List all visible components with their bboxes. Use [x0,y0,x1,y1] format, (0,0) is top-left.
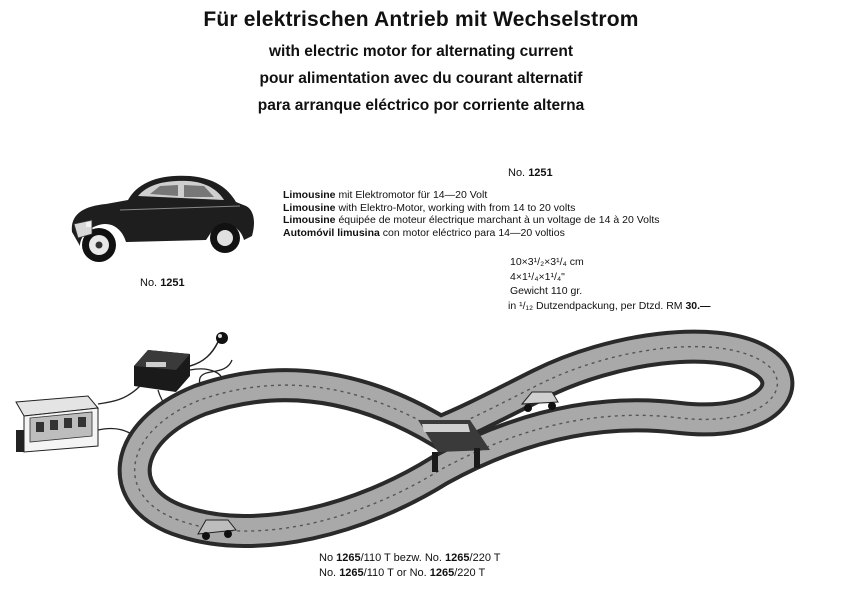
product-number: 1265 [339,567,364,579]
separator: or [396,567,407,579]
order-row-english [319,566,501,581]
price: 30.— [685,299,711,312]
separator: bezw. [393,552,422,564]
variant-suffix: /220 T [469,552,501,564]
product-descriptions [283,189,660,239]
product-number: 1265 [336,552,361,564]
description-en [283,202,660,215]
description-text: équipée de moteur électrique marchant à un voltage de 14 à 20 Volts [338,214,660,227]
description-text: con motor eléctrico para 14—20 voltios [382,226,565,239]
description-lead: Automóvil limusina [283,226,380,239]
product-number-label [508,167,553,179]
description-es [283,227,660,240]
description-text: with Elektro-Motor, working with from 14 to 20 volts [338,201,576,214]
product-number: 1251 [160,277,185,289]
spec-size-cm: 10×3¹/₂×3¹/₄ cm [510,256,584,268]
title-french: pour alimentation avec du courant alternatif [259,70,583,87]
product-number: 1251 [528,167,553,179]
product-number: 1265 [445,552,470,564]
product-number: 1265 [429,567,455,579]
toy-car-icon [72,176,254,262]
description-lead: Limousine [283,214,336,227]
description-lead: Limousine [283,189,336,201]
no-prefix: No. [424,552,442,564]
order-row-german [319,551,501,566]
description-de [283,189,660,202]
product-specs [510,255,711,313]
variant-suffix: /110 T [363,567,394,579]
spec-size-inch: 4×1¹/₄×1¹/₄" [510,270,565,283]
title-german: Für elektrischen Antrieb mit Wechselstrom [203,8,639,31]
title-spanish: para arranque eléctrico por corriente alterna [257,97,585,114]
packaging-text: in ¹/₁₂ Dutzendpackung, per Dtzd. RM [508,299,683,312]
no-prefix: No. [508,167,526,179]
no-prefix: No [319,552,334,564]
spec-packaging [508,299,711,314]
no-prefix: No. [140,277,158,289]
track-set-numbers [319,551,501,581]
station-building-icon [16,396,140,452]
spec-weight: Gewicht 110 gr. [510,285,583,297]
no-prefix: No. [319,567,337,579]
figure-eight-track-icon [135,347,778,540]
description-lead: Limousine [283,201,336,214]
description-text: mit Elektromotor für 14—20 Volt [338,189,488,201]
variant-suffix: /220 T [454,567,486,579]
no-prefix: No. [409,567,427,579]
car-caption [140,277,185,289]
description-fr [283,214,660,227]
variant-suffix: /110 T [360,552,391,564]
title-english: with electric motor for alternating current [268,43,574,60]
